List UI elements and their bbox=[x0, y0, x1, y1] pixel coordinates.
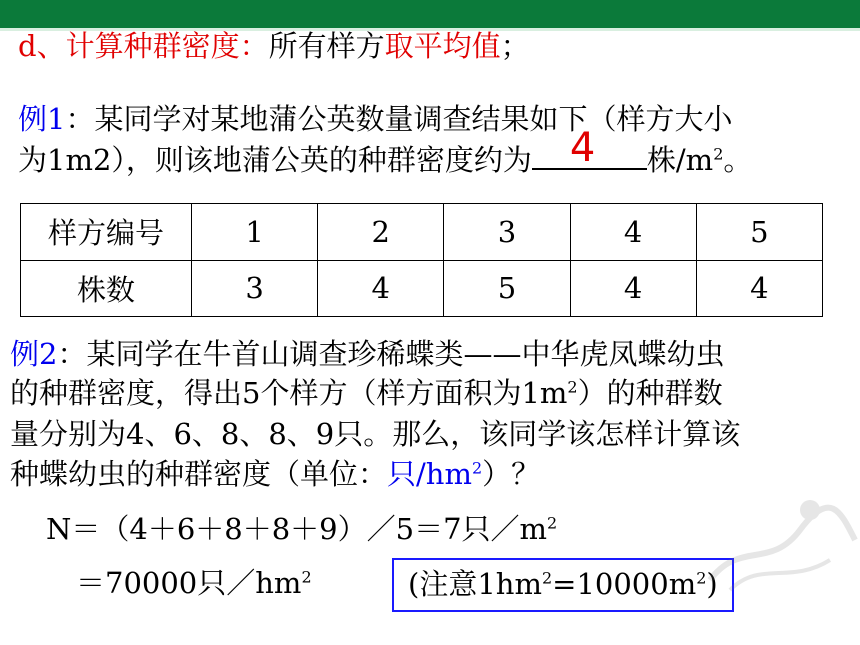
example1-line1 bbox=[18, 101, 732, 137]
table-cell: 4 bbox=[696, 260, 822, 317]
top-banner bbox=[0, 0, 860, 28]
example1-unit: 株/m bbox=[646, 143, 714, 177]
example1-text1: ：某同学对某地蒲公英数量调查结果如下（样方大小 bbox=[65, 102, 733, 136]
example2-line3 bbox=[10, 416, 740, 452]
example2-line2 bbox=[10, 375, 723, 411]
step-mid-text: 所有样方 bbox=[268, 29, 385, 63]
step-end: ； bbox=[500, 29, 530, 63]
example1-label: 例1 bbox=[18, 102, 66, 136]
table-cell: 4 bbox=[570, 260, 696, 317]
note-text bbox=[408, 566, 718, 602]
example2-line4 bbox=[10, 456, 540, 492]
table-row bbox=[21, 260, 823, 317]
formula-line1 bbox=[46, 511, 557, 547]
example2-text2a: 的种群密度，得出5个样方（样方面积为1m bbox=[10, 376, 568, 410]
example1-unit-sup: 2 bbox=[713, 144, 724, 164]
example2-text3: 量分别为4、6、8、8、9只。那么，该同学该怎样计算该 bbox=[10, 417, 741, 451]
table-header-cell: 样方编号 bbox=[21, 204, 192, 261]
quadrat-table bbox=[20, 203, 823, 317]
table-cell: 4 bbox=[318, 260, 444, 317]
table-row bbox=[21, 204, 823, 261]
table-cell: 2 bbox=[318, 204, 444, 261]
example2-unit-sup: 2 bbox=[471, 458, 483, 478]
formula-sup2: 2 bbox=[301, 567, 312, 587]
table-header-cell: 株数 bbox=[21, 260, 192, 317]
example2-sup1: 2 bbox=[567, 377, 578, 397]
table-cell: 3 bbox=[444, 204, 570, 261]
example2-unit: 只/hm bbox=[387, 457, 472, 491]
formula-text1: N＝（4＋6＋8＋8＋9）／5＝7只／m bbox=[46, 512, 548, 546]
example2-text1: ：某同学在牛首山调查珍稀蝶类——中华虎凤蝶幼虫 bbox=[57, 337, 725, 371]
table-cell: 5 bbox=[696, 204, 822, 261]
table-cell: 1 bbox=[192, 204, 318, 261]
answer-value: 4 bbox=[569, 125, 596, 171]
formula-line2 bbox=[76, 565, 312, 601]
example1-end: 。 bbox=[723, 143, 753, 177]
watermark-graphic bbox=[690, 480, 860, 600]
note-sup2: 2 bbox=[696, 568, 707, 588]
example1-line2 bbox=[18, 125, 753, 178]
table-cell: 3 bbox=[192, 260, 318, 317]
formula-text2: ＝70000只／hm bbox=[76, 566, 302, 600]
example1-text2: 为1m2），则该地蒲公英的种群密度约为 bbox=[18, 143, 532, 177]
table-cell: 5 bbox=[444, 260, 570, 317]
example2-label: 例2 bbox=[10, 337, 58, 371]
example2-line1 bbox=[10, 336, 724, 372]
note-b: =10000m bbox=[552, 567, 697, 601]
note-a: (注意1hm bbox=[408, 567, 542, 601]
example2-text4b: ）？ bbox=[482, 457, 541, 491]
answer-blank bbox=[532, 125, 647, 171]
note-c: ) bbox=[706, 567, 718, 601]
step-heading bbox=[18, 28, 530, 64]
example2-text4a: 种蝶幼虫的种群密度（单位： bbox=[10, 457, 388, 491]
step-highlight: 取平均值 bbox=[384, 29, 501, 63]
step-label: d、计算种群密度： bbox=[18, 29, 269, 63]
example2-text2b: ）的种群数 bbox=[577, 376, 723, 410]
note-sup1: 2 bbox=[541, 568, 553, 588]
table-cell: 4 bbox=[570, 204, 696, 261]
formula-sup1: 2 bbox=[547, 513, 558, 533]
